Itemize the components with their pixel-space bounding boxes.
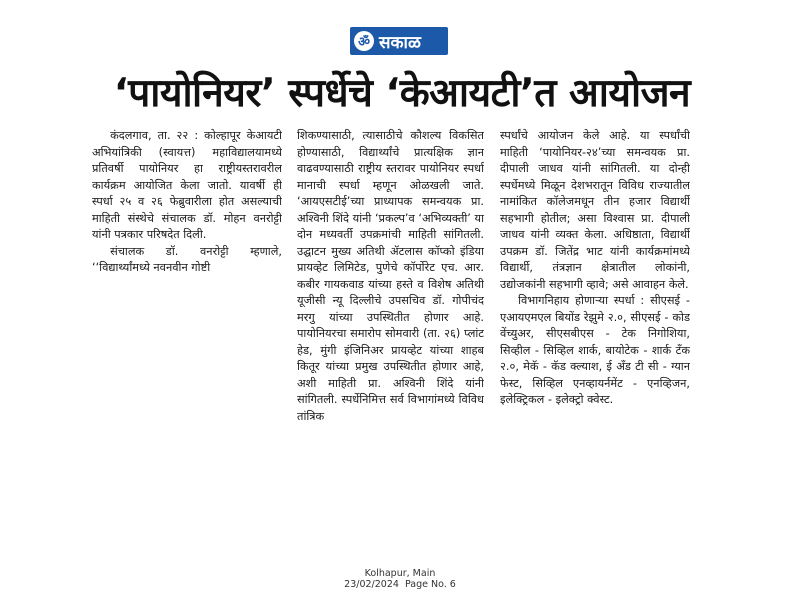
article-column-3 (500, 128, 690, 568)
om-icon: ॐ (354, 31, 374, 51)
article-column-1 (92, 128, 282, 568)
article-column-2 (297, 128, 484, 568)
paragraph: शिकण्यासाठी, त्यासाठीचे कौशल्य विकसित होण्यासाठी, विद्यार्थ्यांचे प्रात्यक्षिक ज्ञान वाढवण्यासाठी राष्ट्रीय स्तरावर पायोनियर स्पर्धा मानाची स्पर्धा म्हणून ओळखली जाते. ‘आयएसटीई’च्या प्राध्यापक समन्वयक प्रा. अश्विनी शिंदे यांनी ‘प्रकल्प’व ‘अभिव्यक्ती’ या दोन मध्यवर्ती उपक्रमांची माहिती सांगितली. उद्घाटन मुख्य अतिथी ॲटलास कॉप्को इंडिया प्रायव्हेट लिमिटेड, पुणेचे कॉर्पोरेट एच. आर. कबीर गायकवाड यांच्या हस्ते व विशेष अतिथी यूजीसी न्यू दिल्लीचे उपसचिव डॉ. गोपीचंद मरगु यांच्या उपस्थितीत होणार आहे. पायोनियरचा समारोप सोमवारी (ता. २६) प्लांट हेड, मुंगी इंजिनिअर प्रायव्हेट यांच्या शाहब कितूर यांच्या प्रमुख उपस्थितीत होणार आहे, अशी माहिती प्रा. अश्विनी शिंदे यांनी सांगितली. स्पर्धेनिमित्त सर्व विभागांमध्ये विविध तांत्रिक (297, 129, 484, 423)
date-page-label: 23/02/2024 Page No. 6 (344, 579, 456, 590)
headline: ‘पायोनियर’ स्पर्धेचे ‘केआयटी’त आयोजन (113, 71, 691, 116)
page-footer (300, 568, 500, 590)
logo-text: सकाळ (379, 32, 421, 53)
newspaper-logo (350, 27, 448, 55)
paragraph: स्पर्धांचे आयोजन केले आहे. या स्पर्धांची माहिती ‘पायोनियर-२४’च्या समन्वयक प्रा. दीपाली जाधव यांनी सांगितली. या दोन्ही स्पर्धेमध्ये मिळून देशभरातून विविध राज्यातील नामांकित कॉलेजमधून तीन हजार विद्यार्थी सहभागी होतील; असा विश्वास प्रा. दीपाली जाधव यांनी व्यक्त केला. अधिष्ठाता, विद्यार्थी उपक्रम डॉ. जितेंद्र भाट यांनी कार्यक्रमांमध्ये विद्यार्थी, तंत्रज्ञान क्षेत्रातील लोकांनी, उद्योजकांनी सहभागी व्हावे; असे आवाहन केले. (500, 129, 690, 291)
paragraph: कंदलगाव, ता. २२ : कोल्हापूर केआयटी अभियांत्रिकी (स्वायत्त) महाविद्यालयामध्ये प्रतिवर्षी पायोनियर हा राष्ट्रीयस्तरावरील कार्यक्रम आयोजित केला जातो. यावर्षी ही स्पर्धा २५ व २६ फेब्रुवारीला होत असल्याची माहिती संस्थेचे संचालक डॉ. मोहन वनरोट्टी यांनी पत्रकार परिषदेत दिली. (92, 129, 282, 241)
edition-label: Kolhapur, Main (364, 568, 436, 579)
paragraph: संचालक डॉ. वनरोट्टी म्हणाले, ‘‘विद्यार्थ्यांमध्ये नवनवीन गोष्टी (92, 244, 282, 274)
paragraph: विभागनिहाय होणाऱ्या स्पर्धा : सीएसई - एआयएमएल बियोंड रेझुमे २.०, सीएसई - कोड वेंच्युअर, सीएसबीएस - टेक निगोशिया, सिव्हील - सिव्हिल शार्क, बायोटेक - शार्क टँक २.०, मेकॅ - कॅड क्ल्याश, ई अँड टी सी - ग्यान फेस्ट, सिव्हिल एनव्हायर्नमेंट - एनव्हिजन, इलेक्ट्रिकल - इलेक्ट्रो क्वेस्ट. (500, 294, 690, 406)
article-body (92, 128, 690, 568)
